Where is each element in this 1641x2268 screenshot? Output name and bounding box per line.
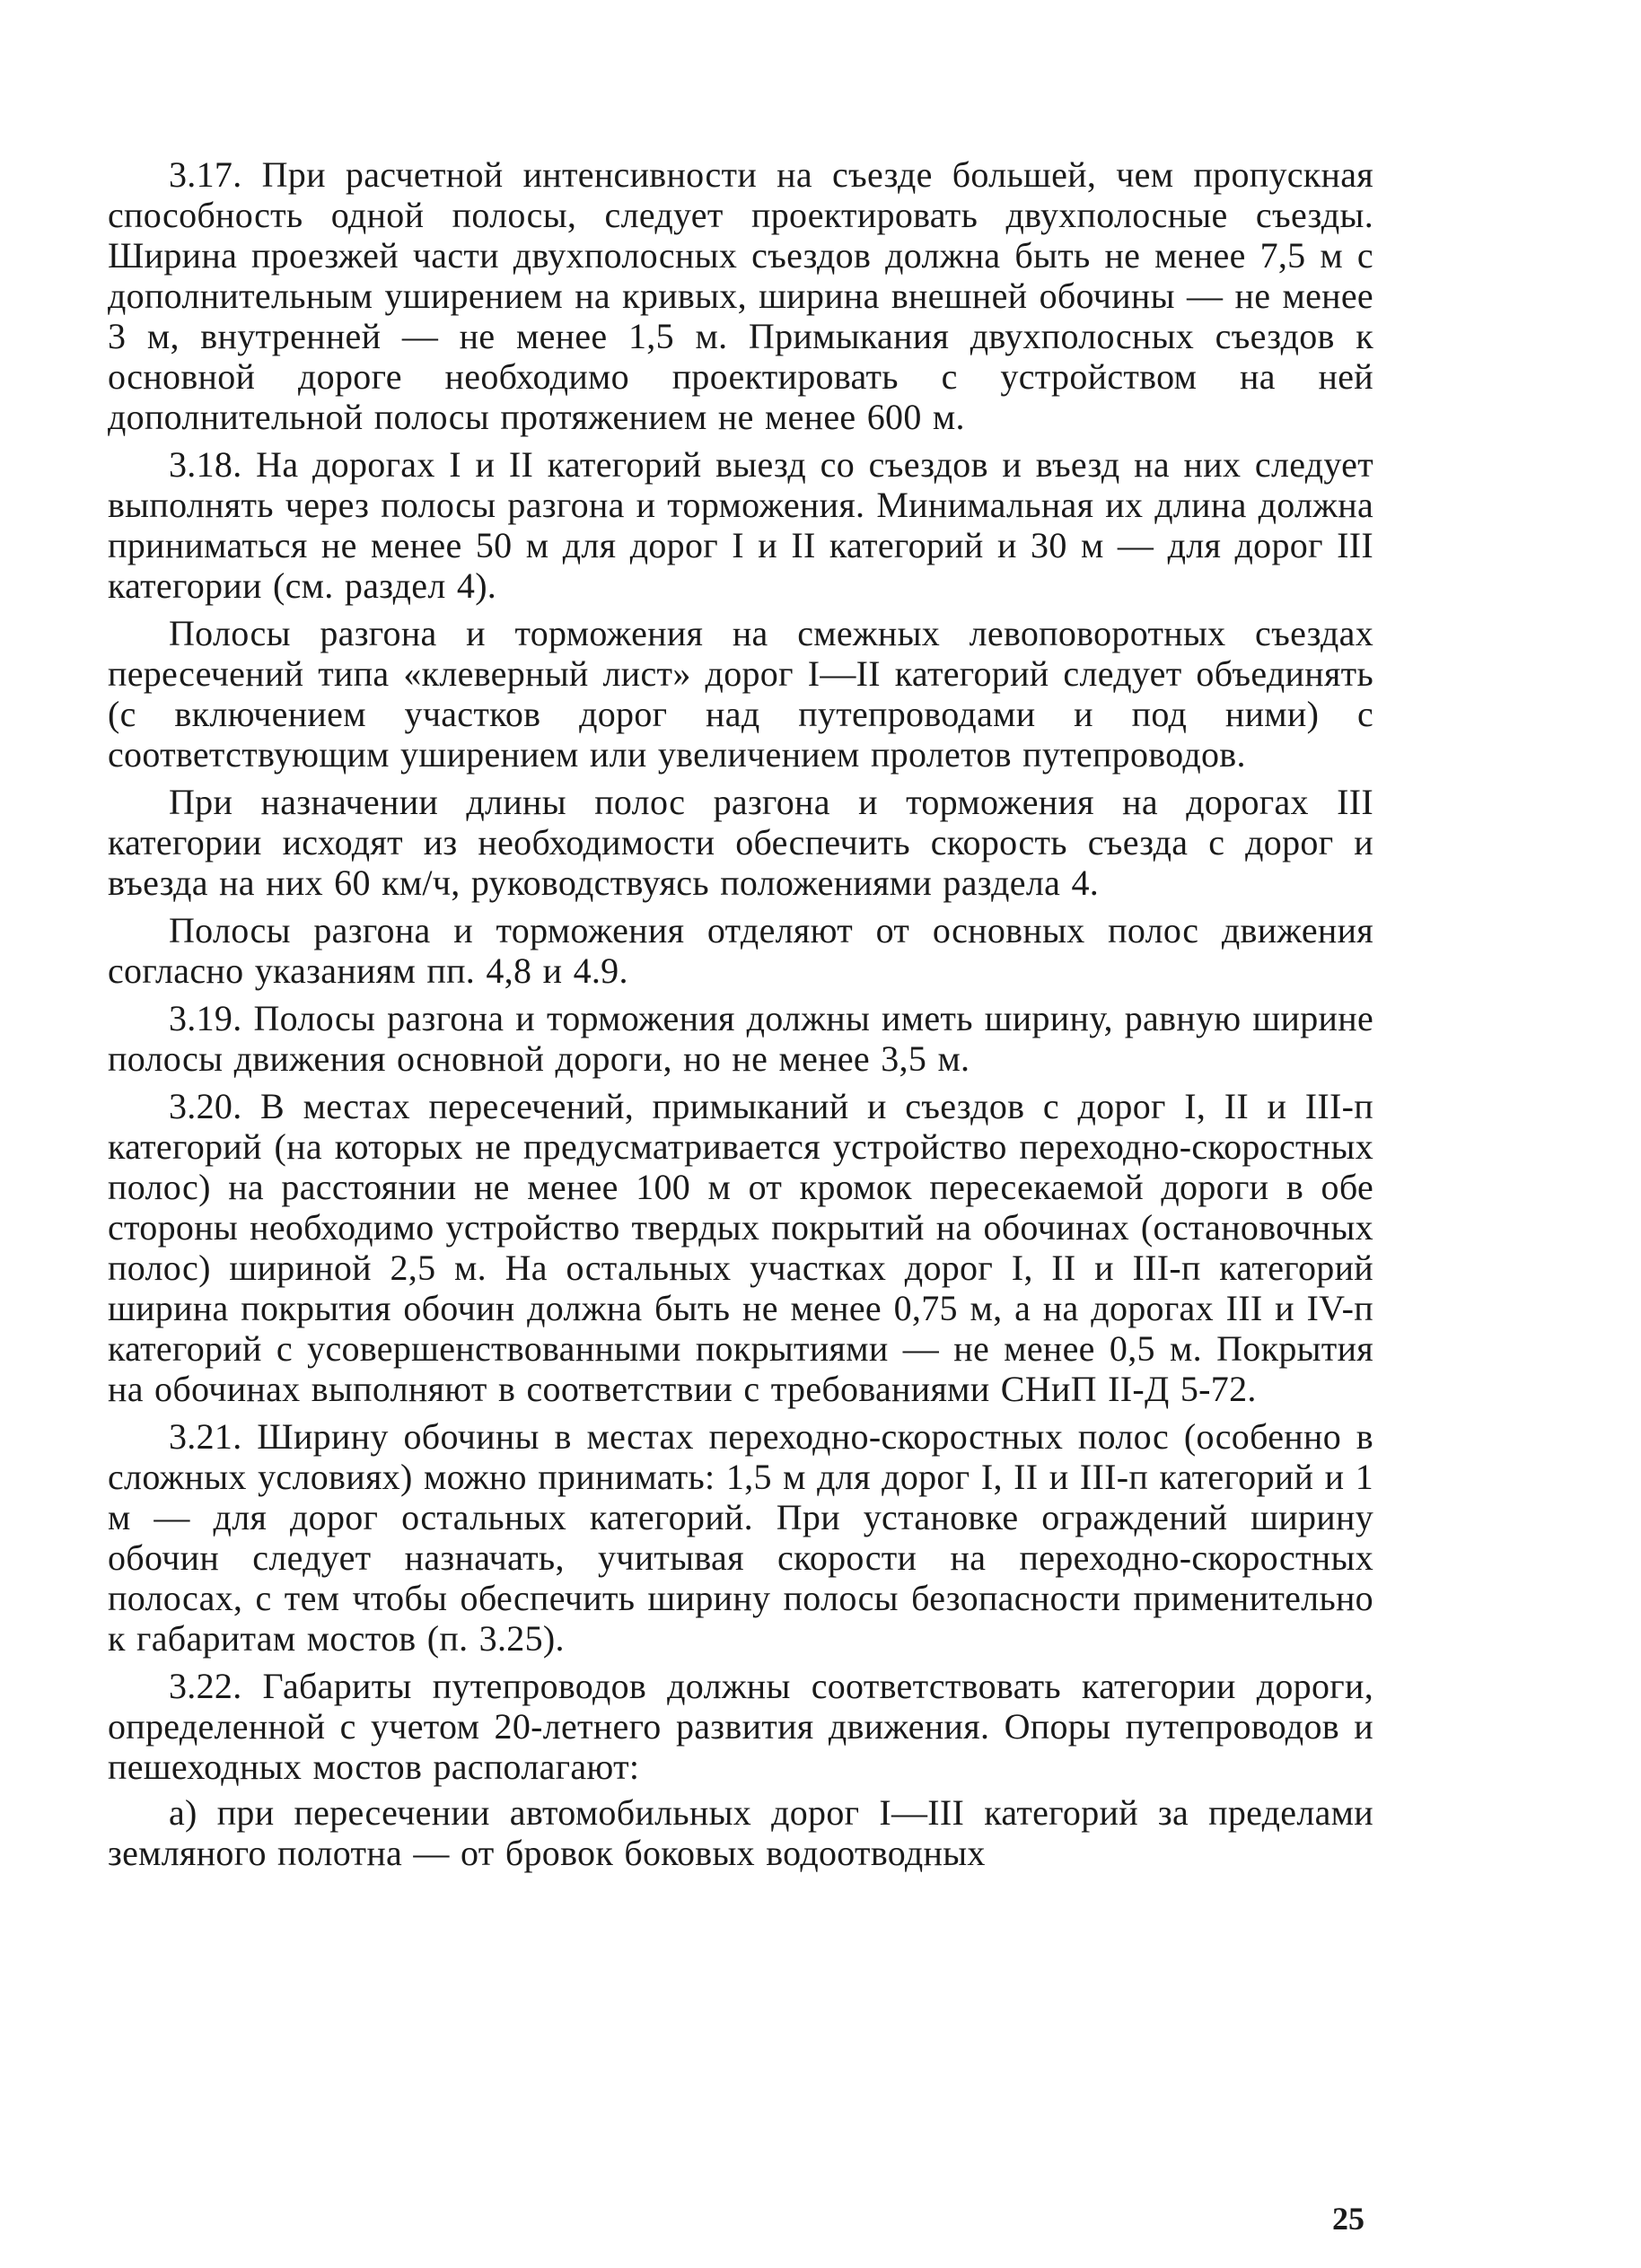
document-page: [108, 154, 1373, 1880]
paragraph-3-18: 3.18. На дорогах I и II категорий выезд со съездов и въезд на них следует выполнять через полосы разгона и торможения. Минимальная их длина должна приниматься не менее 50 м для дорог I и II категорий и 30 м — для дорог III категории (см. раздел 4).: [108, 444, 1373, 606]
paragraph-3-21: 3.21. Ширину обочины в местах переходно-скоростных полос (особенно в сложных условиях) можно принимать: 1,5 м для дорог I, II и III-п категорий и 1 м — для дорог остальных категорий. При установке ограждений ширину обочин следует назначать, учитывая скорости на переходно-скоростных полосах, с тем чтобы обеспечить ширину полосы безопасности применительно к габаритам мостов (п. 3.25).: [108, 1416, 1373, 1659]
paragraph-lane-length: При назначении длины полос разгона и торможения на дорогах III категории исходят из необходимости обеспечить скорость съезда с дорог и въезда на них 60 км/ч, руководствуясь положениями раздела 4.: [108, 782, 1373, 903]
paragraph-3-19: 3.19. Полосы разгона и торможения должны иметь ширину, равную ширине полосы движения основной дороги, но не менее 3,5 м.: [108, 998, 1373, 1079]
paragraph-cloverleaf-lanes: Полосы разгона и торможения на смежных левоповоротных съездах пересечений типа «клеверный лист» дорог I—II категорий следует объединять (с включением участков дорог над путепроводами и под ними) с соответствующим уширением или увеличением пролетов путепроводов.: [108, 613, 1373, 775]
paragraph-3-17: 3.17. При расчетной интенсивности на съезде большей, чем пропускная способность одной полосы, следует проектировать двухполосные съезды. Ширина проезжей части двухполосных съездов должна быть не менее 7,5 м с дополнительным уширением на кривых, ширина внешней обочины — не менее 3 м, внутренней — не менее 1,5 м. Примыкания двухполосных съездов к основной дороге необходимо проектировать с устройством на ней дополнительной полосы протяжением не менее 600 м.: [108, 154, 1373, 437]
paragraph-3-22-a: а) при пересечении автомобильных дорог I—III категорий за пределами земляного полотна — от бровок боковых водоотводных: [108, 1792, 1373, 1873]
paragraph-3-20: 3.20. В местах пересечений, примыканий и съездов с дорог I, II и III-п категорий (на которых не предусматривается устройство переходно-скоростных полос) на расстоянии не менее 100 м от кромок пересекаемой дороги в обе стороны необходимо устройство твердых покрытий на обочинах (остановочных полос) шириной 2,5 м. На остальных участках дорог I, II и III-п категорий ширина покрытия обочин должна быть не менее 0,75 м, а на дорогах III и IV-п категорий с усовершенствованными покрытиями — не менее 0,5 м. Покрытия на обочинах выполняют в соответствии с требованиями СНиП II-Д 5-72.: [108, 1086, 1373, 1409]
paragraph-lane-separation: Полосы разгона и торможения отделяют от основных полос движения согласно указаниям пп. 4,8 и 4.9.: [108, 910, 1373, 991]
paragraph-3-22: 3.22. Габариты путепроводов должны соответствовать категории дороги, определенной с учетом 20-летнего развития движения. Опоры путепроводов и пешеходных мостов располагают:: [108, 1666, 1373, 1787]
page-number: 25: [1332, 2201, 1365, 2237]
